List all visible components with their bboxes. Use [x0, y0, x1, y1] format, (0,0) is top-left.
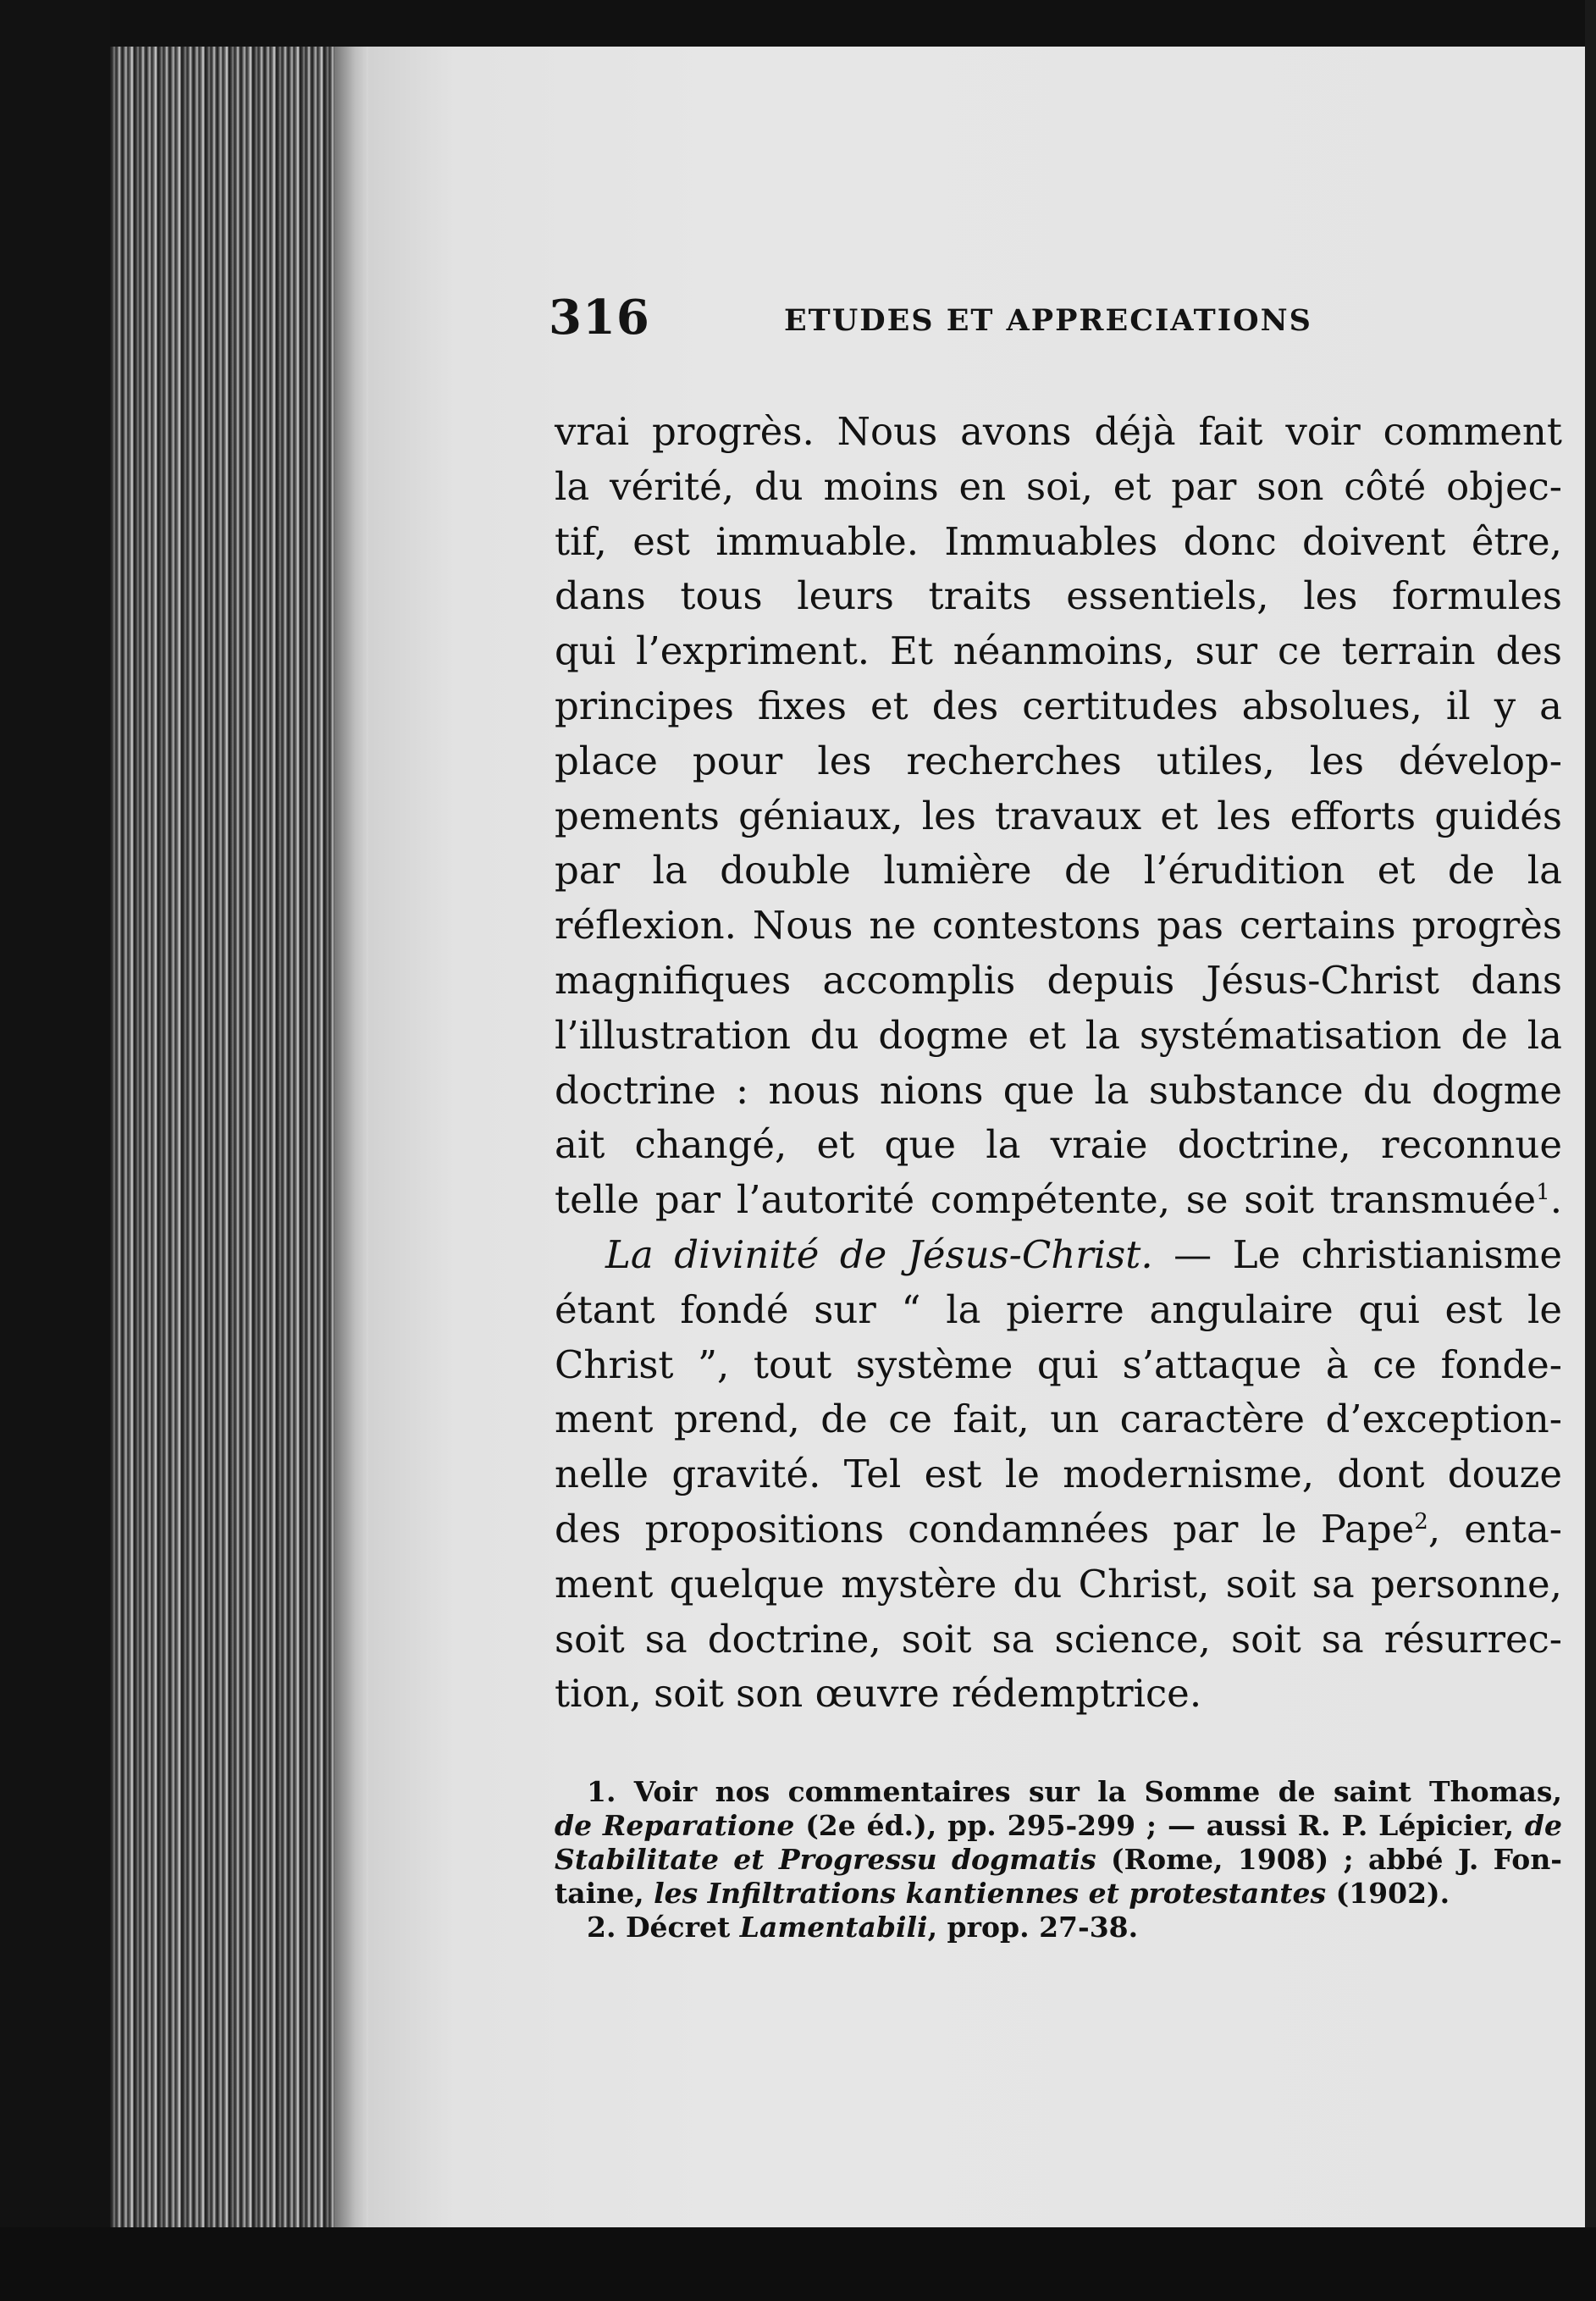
- text-line: tif, est immuable. Immuables donc doivent être,: [555, 518, 1562, 564]
- text-segment: .: [1549, 1177, 1562, 1223]
- scan-right-border: [1585, 0, 1596, 2301]
- text-line: la vérité, du moins en soi, et par son côté objec-: [555, 463, 1562, 509]
- footnote-title: de: [1524, 1809, 1562, 1842]
- footnote-title: les Infiltrations kantiennes et protestantes: [654, 1877, 1327, 1910]
- text-line: l’illustration du dogme et la systématisation de la: [555, 1012, 1562, 1058]
- text-line: pements géniaux, les travaux et les efforts guidés: [555, 793, 1562, 838]
- footnote-title: Stabilitate et Progressu dogmatis: [555, 1843, 1096, 1876]
- text-line: Christ ”, tout système qui s’attaque à ce fonde-: [555, 1341, 1562, 1387]
- text-line: par la double lumière de l’érudition et de la: [555, 848, 1562, 893]
- footnote-text: (1902).: [1326, 1877, 1450, 1910]
- footnote-text: 2. Décret: [587, 1911, 740, 1944]
- text-line: ait changé, et que la vraie doctrine, reconnue: [555, 1122, 1562, 1168]
- scan-top-border: [0, 0, 1596, 47]
- text-line: tion, soit son œuvre rédemptrice.: [555, 1671, 1202, 1717]
- footnote-title: Lamentabili: [739, 1911, 928, 1944]
- footnote-2-line: [555, 1911, 1562, 1944]
- text-line: ment prend, de ce fait, un caractère d’exception-: [555, 1397, 1562, 1442]
- running-head: ETUDES ET APPRECIATIONS: [784, 303, 1312, 338]
- scan-bottom-border: [0, 2227, 1596, 2301]
- text-segment: , enta-: [1428, 1506, 1562, 1552]
- scan-left-border: [0, 0, 110, 2301]
- text-line: soit sa doctrine, soit sa science, soit sa résurrec-: [555, 1616, 1562, 1662]
- footnote-text: , prop. 27-38.: [927, 1911, 1139, 1944]
- footnote-text: (Rome, 1908) ; abbé J. Fon-: [1096, 1843, 1563, 1876]
- book-page-edges: [110, 47, 347, 2236]
- text-line: dans tous leurs traits essentiels, les formules: [555, 573, 1562, 619]
- text-line: principes fixes et des certitudes absolues, il y a: [555, 683, 1562, 728]
- text-segment: des propositions condamnées par le Pape: [555, 1506, 1415, 1552]
- footnote-1-line: 1. Voir nos commentaires sur la Somme de saint Thomas,: [587, 1775, 1562, 1808]
- text-segment: telle par l’autorité compétente, se soit transmuée: [555, 1177, 1537, 1223]
- text-line: ment quelque mystère du Christ, soit sa personne,: [555, 1561, 1562, 1607]
- page-number: 316: [549, 290, 650, 346]
- footnote-1-line: [555, 1809, 1562, 1843]
- page-header: [549, 290, 1565, 349]
- gutter-shadow: [334, 47, 368, 2236]
- text-line: vrai progrès. Nous avons déjà fait voir comment: [555, 409, 1562, 454]
- footnote-marker-1: 1: [1536, 1180, 1550, 1206]
- text-line: magnifiques accomplis depuis Jésus-Christ dans: [555, 957, 1562, 1003]
- section-heading: La divinité de Jésus-Christ.: [605, 1231, 1153, 1277]
- text-segment: — Le christianisme: [1152, 1231, 1562, 1277]
- text-line: étant fondé sur “ la pierre angulaire qui est le: [555, 1286, 1562, 1332]
- text-line: doctrine : nous nions que la substance du dogme: [555, 1067, 1562, 1113]
- footnote-marker-2: 2: [1414, 1508, 1428, 1535]
- footnote-title: de Reparatione: [555, 1809, 795, 1842]
- footnote-1-line: [555, 1877, 1562, 1911]
- footnote-text: (2e éd.), pp. 295-299 ; — aussi R. P. Lépicier,: [794, 1809, 1525, 1842]
- text-line: réflexion. Nous ne contestons pas certains progrès: [555, 903, 1562, 949]
- footnote-text: taine,: [555, 1877, 654, 1910]
- text-line-with-note: [555, 1173, 1562, 1228]
- footnotes: [555, 1775, 1562, 1944]
- body-text: [555, 405, 1562, 1722]
- text-line: place pour les recherches utiles, les dévelop-: [555, 738, 1562, 783]
- text-line: nelle gravité. Tel est le modernisme, dont douze: [555, 1452, 1562, 1497]
- section-line: [555, 1228, 1562, 1283]
- footnote-1-line: [555, 1843, 1562, 1877]
- text-line-with-note: [555, 1502, 1562, 1557]
- text-line: qui l’expriment. Et néanmoins, sur ce terrain des: [555, 628, 1562, 674]
